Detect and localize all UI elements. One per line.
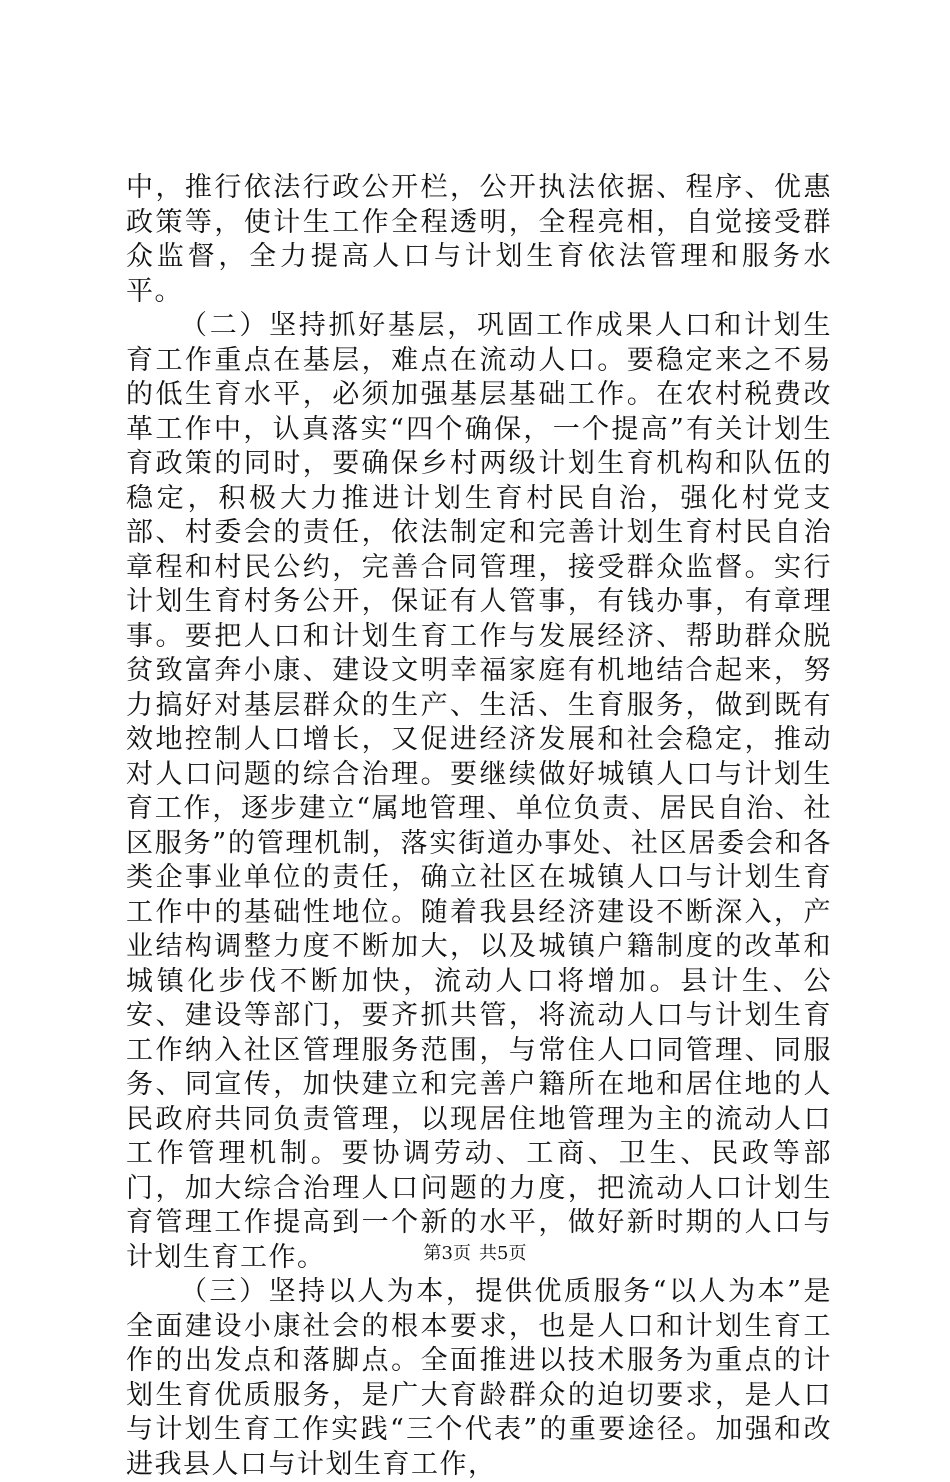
paragraph-section-two: （二）坚持抓好基层，巩固工作成果人口和计划生育工作重点在基层，难点在流动人口。要稳定来之不易的低生育水平，必须加强基层基础工作。在农村税费改革工作中，认真落实“四个确保，一个提高”有关计划生育政策的同时，要确保乡村两级计划生育机构和队伍的稳定，积极大力推进计划生育村民自治，强化村党支部、村委会的责任，依法制定和完善计划生育村民自治章程和村民公约，完善合同管理，接受群众监督。实行计划生育村务公开，保证有人管事，有钱办事，有章理事。要把人口和计划生育工作与发展经济、帮助群众脱贫致富奔小康、建设文明幸福家庭有机地结合起来，努力搞好对基层群众的生产、生活、生育服务，做到既有效地控制人口增长，又促进经济发展和社会稳定，推动对人口问题的综合治理。要继续做好城镇人口与计划生育工作，逐步建立“属地管理、单位负责、居民自治、社区服务”的管理机制，落实街道办事处、社区居委会和各类企事业单位的责任，确立社区在城镇人口与计划生育工作中的基础性地位。随着我县经济建设不断深入，产业结构调整力度不断加大，以及城镇户籍制度的改革和城镇化步伐不断加快，流动人口将增加。县计生、公安、建设等部门，要齐抓共管，将流动人口与计划生育工作纳入社区管理服务范围，与常住人口同管理、同服务、同宣传，加快建立和完善户籍所在地和居住地的人民政府共同负责管理，以现居住地管理为主的流动人口工作管理机制。要协调劳动、工商、卫生、民政等部门，加大综合治理人口问题的力度，把流动人口计划生育管理工作提高到一个新的水平，做好新时期的人口与计划生育工作。 xyxy=(126,310,832,1273)
document-body xyxy=(126,171,832,1482)
paragraph-section-three: （三）坚持以人为本，提供优质服务“以人为本”是全面建设小康社会的根本要求，也是人口和计划生育工作的出发点和落脚点。全面推进以技术服务为重点的计划生育优质服务，是广大育龄群众的迫切要求，是人口与计划生育工作实践“三个代表”的重要途径。加强和改进我县人口与计划生育工作， xyxy=(126,1276,832,1480)
page-total: 共5页 xyxy=(479,1243,527,1264)
paragraph-continuation: 中，推行依法行政公开栏，公开执法依据、程序、优惠政策等，使计生工作全程透明，全程亮相，自觉接受群众监督，全力提高人口与计划生育依法管理和服务水平。 xyxy=(126,172,832,307)
page-number: 第3页 xyxy=(423,1243,471,1264)
page-footer xyxy=(0,1243,950,1265)
